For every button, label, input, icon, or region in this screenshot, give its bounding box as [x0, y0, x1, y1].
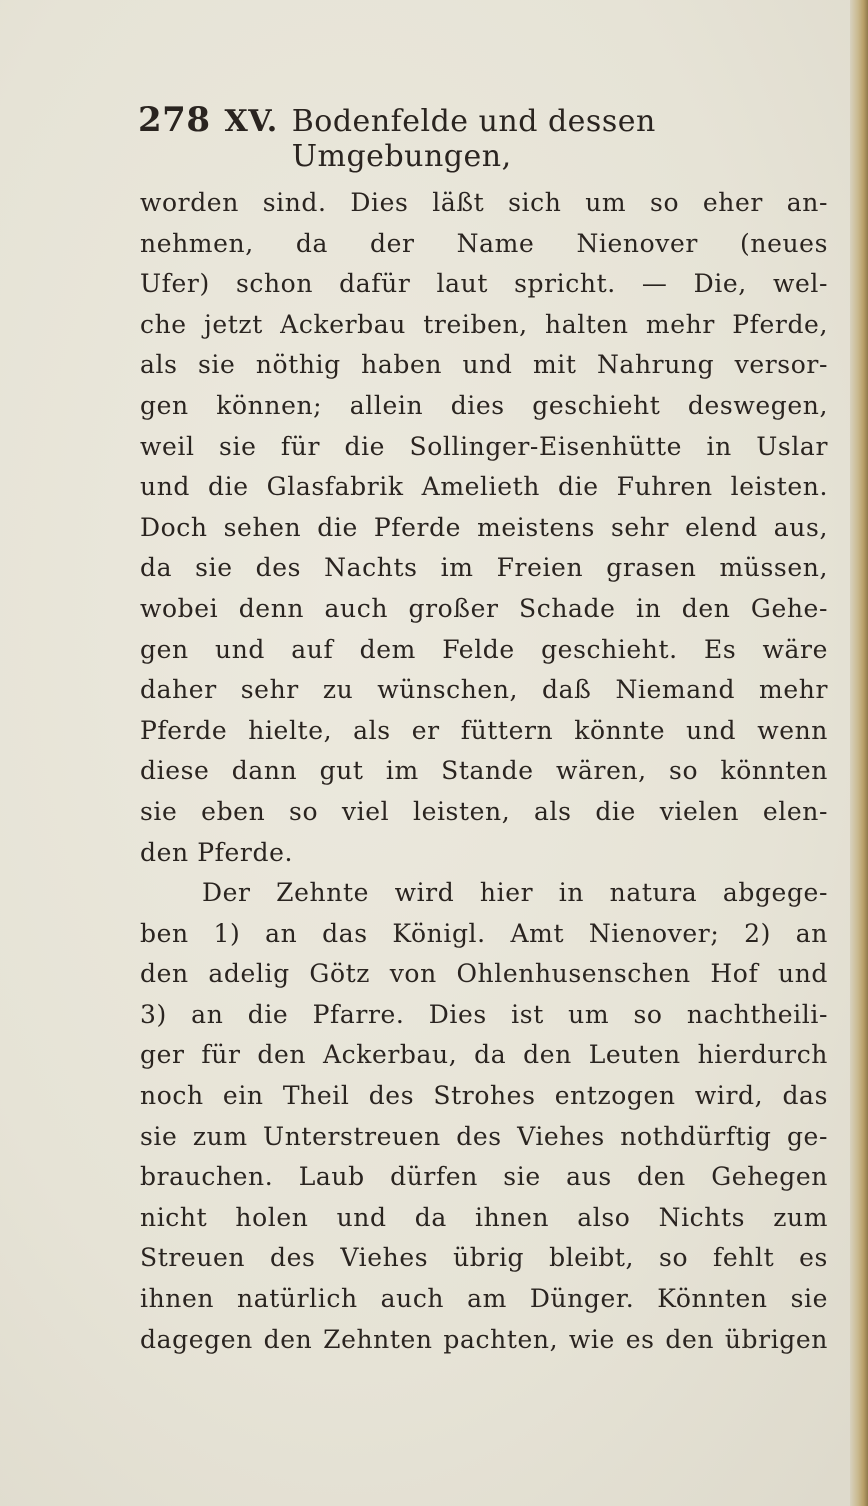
text-line: dagegen den Zehnten pachten, wie es den übrigen: [140, 1324, 828, 1354]
text-line: und die Glasfabrik Amelieth die Fuhren leisten.: [140, 472, 828, 502]
text-line: ben 1) an das Königl. Amt Nienover; 2) an: [140, 918, 828, 948]
paragraph-first-line: Der Zehnte wird hier in natura abgege-: [202, 878, 828, 908]
text-line: noch ein Theil des Strohes entzogen wird, das: [140, 1081, 828, 1111]
text-line: den adelig Götz von Ohlenhusenschen Hof und: [140, 959, 828, 989]
text-line: che jetzt Ackerbau treiben, halten mehr Pferde,: [140, 309, 828, 339]
text-line: weil sie für die Sollinger-Eisenhütte in Uslar: [140, 431, 828, 461]
text-line: nehmen, da der Name Nienover (neues: [140, 228, 828, 258]
text-line: nicht holen und da ihnen also Nichts zum: [140, 1202, 828, 1232]
text-line: brauchen. Laub dürfen sie aus den Gehegen: [140, 1162, 828, 1192]
text-line: daher sehr zu wünschen, daß Niemand mehr: [140, 675, 828, 705]
text-line: als sie nöthig haben und mit Nahrung versor-: [140, 350, 828, 380]
text-line: ihnen natürlich auch am Dünger. Könnten sie: [140, 1284, 828, 1314]
text-line: wobei denn auch großer Schade in den Gehe-: [140, 593, 828, 623]
text-line: Pferde hielte, als er füttern könnte und wenn: [140, 715, 828, 745]
text-line: Ufer) schon dafür laut spricht. — Die, wel-: [140, 269, 828, 299]
page-header: [138, 100, 828, 174]
running-title: Bodenfelde und dessen Umgebungen,: [291, 104, 656, 174]
chapter-numeral: XV.: [224, 104, 278, 139]
text-line: gen und auf dem Felde geschieht. Es wäre: [140, 634, 828, 664]
text-line: sie eben so viel leisten, als die vielen elen-: [140, 796, 828, 826]
body-text: [140, 183, 828, 1360]
text-line: Doch sehen die Pferde meistens sehr elend aus,: [140, 512, 828, 542]
text-line: 3) an die Pfarre. Dies ist um so nachtheili-: [140, 999, 828, 1029]
paragraph-last-line: den Pferde.: [140, 837, 294, 867]
text-line: diese dann gut im Stande wären, so könnten: [140, 756, 828, 786]
text-line: ger für den Ackerbau, da den Leuten hierdurch: [140, 1040, 828, 1070]
text-line: Streuen des Viehes übrig bleibt, so fehlt es: [140, 1243, 828, 1273]
text-line: worden sind. Dies läßt sich um so eher an-: [140, 188, 828, 217]
text-line: sie zum Unterstreuen des Viehes nothdürftig ge-: [140, 1121, 828, 1151]
text-line: gen können; allein dies geschieht deswegen,: [140, 390, 828, 420]
page-number: 278: [138, 100, 211, 140]
text-line: da sie des Nachts im Freien grasen müssen,: [140, 553, 828, 583]
page-edge: [850, 0, 868, 1506]
